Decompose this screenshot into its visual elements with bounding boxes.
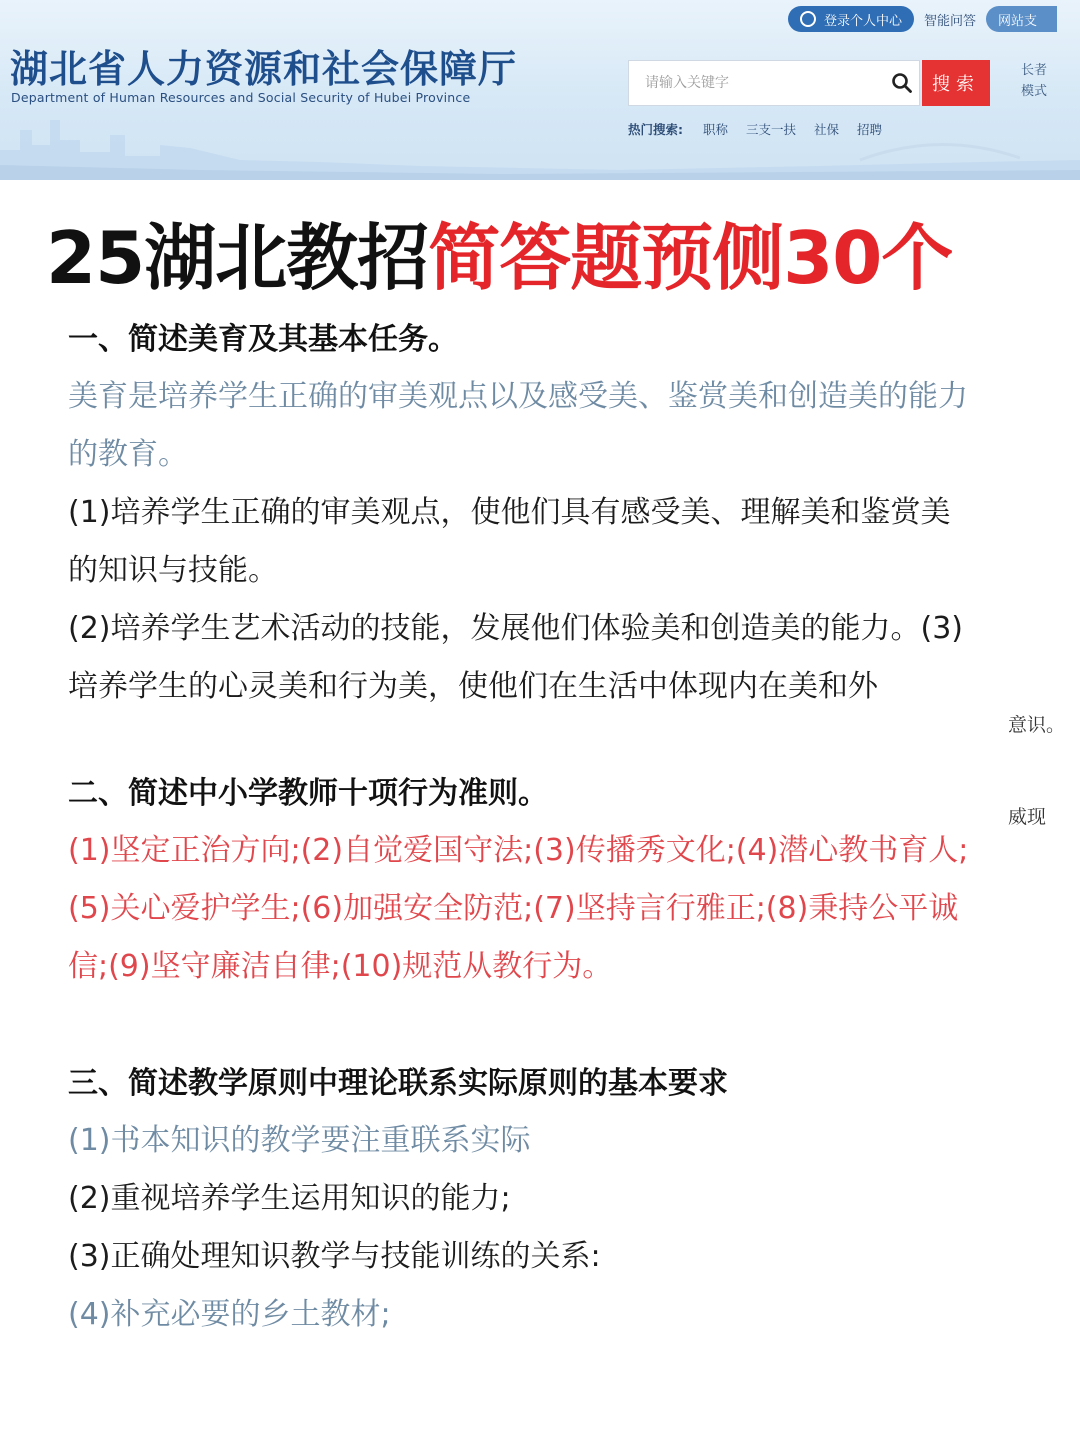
question-section-1 bbox=[68, 316, 973, 716]
hot-search-item[interactable]: 三支一扶 bbox=[746, 122, 797, 137]
user-circle-icon bbox=[800, 11, 816, 27]
hot-search-item[interactable]: 招聘 bbox=[857, 122, 883, 137]
answer-paragraph: (2)培养学生艺术活动的技能，发展他们体验美和创造美的能力。(3)培养学生的心灵美和行为美，使他们在生活中体现内在美和外 bbox=[68, 611, 963, 704]
question-title: 三、简述教学原则中理论联系实际原则的基本要求 bbox=[68, 1066, 728, 1101]
smart-qa-link[interactable]: 智能问答 bbox=[924, 13, 977, 29]
section-spacer bbox=[68, 716, 973, 770]
question-section-3 bbox=[68, 1060, 973, 1344]
elder-mode-line2: 模式 bbox=[1020, 84, 1047, 99]
search-button[interactable]: 搜索 bbox=[922, 60, 990, 106]
side-note: 威现 bbox=[1008, 806, 1047, 828]
hot-search-item[interactable]: 职称 bbox=[703, 122, 729, 137]
site-title[interactable]: 湖北省人力资源和社会保障厅 bbox=[10, 47, 518, 91]
question-list bbox=[68, 316, 973, 1344]
answer-paragraph: (2)重视培养学生运用知识的能力; bbox=[68, 1181, 511, 1216]
top-toolbar bbox=[788, 6, 1057, 32]
elder-mode-toggle[interactable] bbox=[1008, 60, 1060, 102]
site-subtitle: Department of Human Resources and Social Security of Hubei Province bbox=[11, 90, 471, 105]
magnifier-icon[interactable] bbox=[885, 66, 919, 100]
answer-paragraph: (1)培养学生正确的审美观点，使他们具有感受美、理解美和鉴赏美的知识与技能。 bbox=[68, 495, 951, 588]
site-nav-button[interactable]: 网站支 bbox=[986, 6, 1057, 32]
answer-paragraph: (4)补充必要的乡土教材; bbox=[68, 1297, 391, 1332]
login-personal-center-button[interactable] bbox=[788, 6, 914, 32]
side-note: 意识。 bbox=[1008, 714, 1066, 736]
search-box bbox=[628, 60, 920, 106]
hot-search-item[interactable]: 社保 bbox=[814, 122, 840, 137]
hot-search-bar bbox=[628, 120, 882, 138]
answer-paragraph: (1)坚定正治方向;(2)自觉爱国守法;(3)传播秀文化;(4)潜心教书育人;(5)关心爱护学生;(6)加强安全防范;(7)坚持言行雅正;(8)秉持公平诚信;(9)坚守廉洁自律;(10)规范从教行为。 bbox=[68, 833, 969, 984]
headline-red-part: 简答题预侧30个 bbox=[428, 216, 953, 300]
answer-paragraph: 美育是培养学生正确的审美观点以及感受美、鉴赏美和创造美的能力的教育。 bbox=[68, 379, 968, 472]
headline-black-part: 25湖北教招 bbox=[46, 216, 429, 300]
site-header-banner bbox=[0, 0, 1080, 180]
elder-mode-line1: 长者 bbox=[1020, 63, 1047, 78]
hot-search-label: 热门搜索: bbox=[628, 122, 683, 137]
section-spacer bbox=[68, 996, 973, 1060]
answer-paragraph: (3)正确处理知识教学与技能训练的关系: bbox=[68, 1239, 601, 1274]
question-section-2 bbox=[68, 770, 973, 996]
question-title: 二、简述中小学教师十项行为准则。 bbox=[68, 776, 548, 811]
question-title: 一、简述美育及其基本任务。 bbox=[68, 322, 458, 357]
page-headline bbox=[46, 210, 952, 306]
login-button-label: 登录个人中心 bbox=[824, 13, 903, 29]
answer-paragraph: (1)书本知识的教学要注重联系实际 bbox=[68, 1123, 531, 1158]
search-input[interactable] bbox=[629, 60, 885, 106]
